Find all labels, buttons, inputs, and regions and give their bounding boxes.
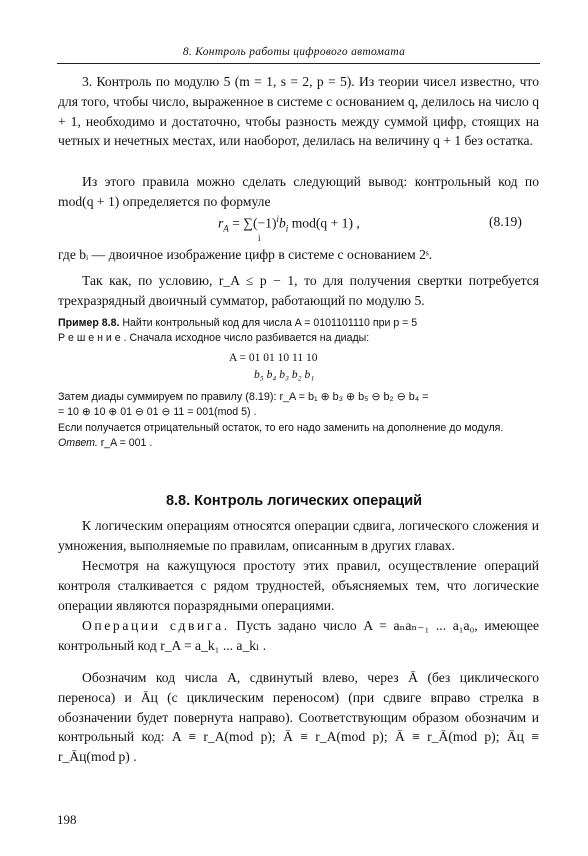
example-8-8: Пример 8.8. Найти контрольный код для числа A = 0101101110 при p = 5 (58, 317, 418, 329)
page-number: 198 (57, 812, 77, 827)
summation-line: Затем диады суммируем по правилу (8.19): r_A = b₁ ⊕ b₃ ⊕ b₅ ⊖ b₂ ⊖ b₄ = (58, 391, 429, 403)
section-heading: 8.8. Контроль логических операций (165, 493, 423, 509)
summation-result: = 10 ⊕ 10 ⊕ 01 ⊖ 01 ⊖ 11 = 001(mod 5) . (58, 406, 257, 418)
paragraph-logical-ops: К логическим операциям относятся операции сдвига, логического сложения и умножения, выполняемые по правилам, описанным в других главах. (58, 518, 539, 553)
diads-labels: b₅ b₄ b₃ b₂ b₁ (254, 369, 315, 381)
paragraph-modulo-5: 3. Контроль по модулю 5 (m = 1, s = 2, p = 5). Из теории чисел известно, что для того, чтобы число, выраженное в системе с основанием q, делилось на число q + 1, необходимо и достаточно, чтобы разность между суммой цифр, стоящих на четных и нечетных местах, или наоборот, делилась на величину q + 1 без остатка. (58, 74, 539, 149)
diads-line: A = 01 01 10 11 10 (229, 352, 318, 364)
answer-line: Ответ. r_A = 001 . (58, 437, 153, 449)
paragraph-difficulties: Несмотря на кажущуюся простоту этих правил, осуществление операций контроля сталкивается с рядом трудностей, объясняемых тем, что логические операции являются поразрядными операциями. (58, 558, 539, 613)
paragraph-shift-notation: Обозначим код числа A, сдвинутый влево, через Ā (без циклического переноса) и Āц (с циклическим переносом) (при сдвиге вправо стрелка в обозначении будет повернута направо). Соответствующим образом обозначим и контрольный код: A ≡ r_A(mod p); Ā ≡ r_A(mod p); Ā ≡ r_Ā(mod p); Āц ≡ r_Āц(mod p) . (58, 670, 539, 765)
running-head: 8. Контроль работы цифрового автомата (182, 46, 406, 58)
paragraph-conclusion: Из этого правила можно сделать следующий вывод: контрольный код по mod(q + 1) определяется по формуле (58, 174, 539, 209)
paragraph-bi-definition: где bᵢ — двоичное изображение цифр в системе с основанием 2ˢ. (58, 247, 433, 262)
formula-sum-index: i (258, 233, 261, 243)
formula-8-19: $r_A = \sum(-1)^ib_i$ mod(q + 1) , (218, 214, 360, 234)
paragraph-shift-ops: Операции сдвига. Пусть задано число A = aₙaₙ₋₁ ... a₁a₀, имеющее контрольный код r_A = a_k₁ ... a_kₗ . (58, 618, 539, 653)
paragraph-adder: Так как, по условию, r_A ≤ p − 1, то для получения свертки потребуется трехразрядный двоичный сумматор, работающий по модулю 5. (58, 273, 539, 308)
header-rule (57, 63, 540, 64)
negative-remainder-note: Если получается отрицательный остаток, то его надо заменить на дополнение до модуля. (58, 422, 504, 434)
equation-number: (8.19) (489, 214, 522, 229)
example-solution: Р е ш е н и е . Сначала исходное число разбивается на диады: (58, 332, 370, 344)
